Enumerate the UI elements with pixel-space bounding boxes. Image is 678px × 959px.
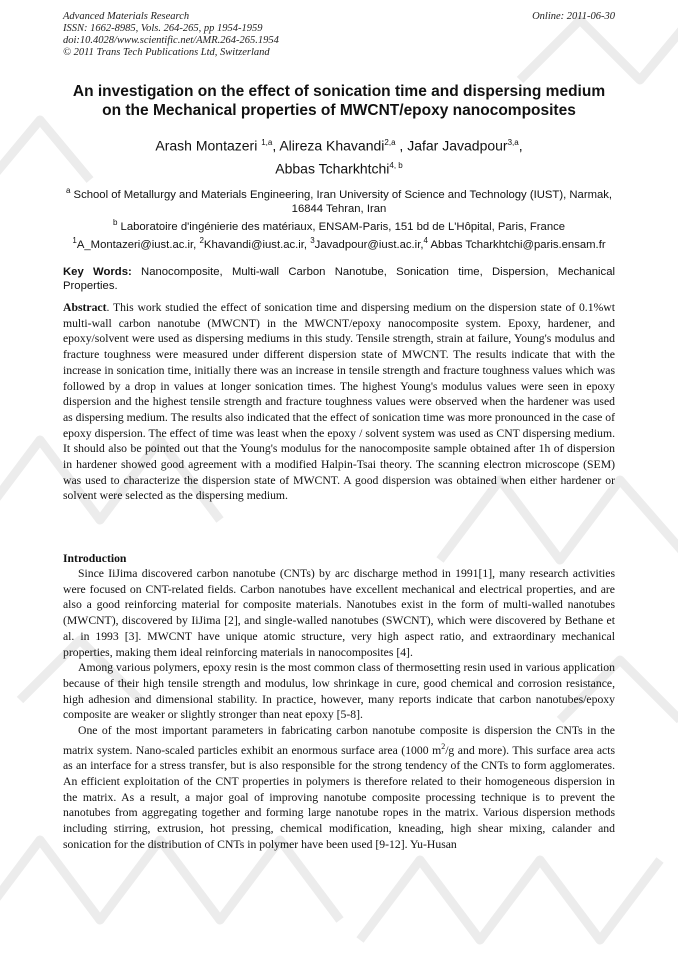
email-3[interactable]: Javadpour@iust.ac.ir, xyxy=(314,238,424,251)
intro-paragraph-2: Among various polymers, epoxy resin is the most common class of thermosetting resin used in various application because of their high tensile strength and modulus, low shrinkage in cure, good chemical and corrosion resistance, high adhesion and dimensional stability. In practice, however, many reports indicate that carbon nanotubes/epoxy composite are weaker or slightly stronger than neat epoxy [5-8]. xyxy=(63,661,615,722)
author-2: Alireza Khavandi xyxy=(279,137,385,154)
doi-line: doi:10.4028/www.scientific.net/AMR.264-265.1954 xyxy=(63,35,279,46)
author-3: Jafar Javadpour xyxy=(407,137,508,154)
keywords xyxy=(63,265,615,293)
abstract xyxy=(63,300,615,504)
online-date: Online: 2011-06-30 xyxy=(532,11,615,22)
author-4-affil: 4, b xyxy=(389,160,403,170)
author-emails: $^1$A_Montazeri@iust.ac.ir, $^2$Khavandi@iust.ac.ir, $^3$Javadpour@iust.ac.ir,$^4$ Abbas Tcharkhtchi@paris.ensam.fr xyxy=(72,235,606,251)
intro-paragraph-3: One of the most important parameters in fabricating carbon nanotube composite is dispersion the CNTs in the matrix system. Nano-scaled particles exhibit an enormous surface area (1000 $m^2/g$ and more). This surface area acts as an interface for a stress transfer, but is also responsible for the strong tendency of the CNTs to form agglomerates. An efficient exploitation of the CNT properties in polymers is therefore related to their homogeneous dispersion in the matrix. As a result, a major goal of improving nanotube composite processing technique is to prevent the nanotubes from aggregating together and forming large nanotube ropes in the matrix. Various dispersion methods including stirring, extrusion, hot pressing, chemical modification, kneading, high shear mixing, calander and sonication for the distribution of CNTs in polymer have been used [9-12]. Yu-Husan xyxy=(63,724,615,851)
keywords-label: Key Words: xyxy=(63,266,132,278)
intro-paragraph-1: Since IiJima discovered carbon nanotube (CNTs) by arc discharge method in 1991[1], many research activities were focused on CNT-related fields. Carbon nanotubes have excellent mechanical and electrical properties, and are also a good reinforcing material for composite materials. Nanotubes exist in the form of multi-walled nanotubes (MWCNT), discovered by IiJima [2], and single-walled nanotubes (SWCNT), which were discovered by Bethane et al. in 1993 [3]. MWCNT have unique atomic structure, very high aspect ratio, and extraordinary mechanical properties, making them ideal reinforcing materials in nanocomposites [4]. xyxy=(63,567,615,659)
author-4: Abbas Tcharkhtchi xyxy=(275,160,390,177)
introduction-body xyxy=(63,566,615,853)
journal-header xyxy=(63,11,615,59)
abstract-label: Abstract xyxy=(63,301,107,314)
email-2[interactable]: Khavandi@iust.ac.ir, xyxy=(203,238,308,251)
keywords-text: Nanocomposite, Multi-wall Carbon Nanotube, Sonication time, Dispersion, Mechanical Properties. xyxy=(63,266,615,292)
author-1: Arash Montazeri xyxy=(155,137,258,154)
paper-title xyxy=(48,82,630,120)
journal-name: Advanced Materials Research xyxy=(63,11,190,22)
introduction-heading: Introduction xyxy=(63,552,127,565)
title-line-1: An investigation on the effect of sonication time and dispersing medium xyxy=(72,83,606,100)
email-4[interactable]: Abbas Tcharkhtchi@paris.ensam.fr xyxy=(430,238,606,251)
affiliation-a: $^a$ School of Metallurgy and Materials Engineering, Iran University of Science and Technology (IUST), Narmak, 16844 Tehran, Iran xyxy=(65,186,613,215)
author-2-affil: 2,a xyxy=(384,138,396,147)
title-line-2: on the Mechanical properties of MWCNT/epoxy nanocomposites xyxy=(102,102,576,119)
affiliations xyxy=(63,184,615,251)
affiliation-b: $^b$ Laboratoire d'ingénierie des matériaux, ENSAM-Paris, 151 bd de L'Hôpital, Paris, France xyxy=(112,217,566,233)
email-1[interactable]: A_Montazeri@iust.ac.ir, xyxy=(76,238,197,251)
issn-line: ISSN: 1662-8985, Vols. 264-265, pp 1954-1959 xyxy=(63,23,263,34)
author-1-affil: 1,a xyxy=(261,138,273,147)
abstract-text: . This work studied the effect of sonication time and dispersing medium on the dispersion state of 0.1%wt multi-wall carbon nanotube (MWCNT) in the MWCNT/epoxy nanocomposite system. Epoxy, hardener, and epoxy/solvent were used as dispersing mediums in this study. Tensile strength, strain at failure, Young's modulus and fracture toughness were measured under different dispersion state of MWCNT. The results indicate that with the increase in sonication time, initially there was an increase in tensile strength and fracture toughness values which was followed by a drop in values at longer sonication times. The highest Young's modulus values were seen in epoxy dispersion and the highest tensile strength and fracture toughness values were observed when the hardener was used as dispersing medium. The results also indicated that the effect of sonication time was more pronounced in the case of epoxy dispersion. The effect of time was least when the epoxy / solvent system was used as CNT dispersing medium. It should also be pointed out that the Young's modulus for the nanocomposite sample obtained after 1h of dispersion in hardener showed good agreement with a modified Halpin-Tsai theory. The scanning electron microscope (SEM) was used to characterize the dispersion state of MWCNT. A good dispersion was obtained when either hardener or solvent were selected as the dispersing medium. xyxy=(63,301,615,503)
author-3-affil: 3,a xyxy=(507,138,519,147)
copyright-line: © 2011 Trans Tech Publications Ltd, Switzerland xyxy=(63,47,270,58)
author-list: Arash Montazeri $^{1,a}$, Alireza Khavandi$^{2,a}$ , Jafar Javadpour$^{3,a}$, Abbas Tcharkhtchi$^{4, b}$ xyxy=(155,137,523,177)
